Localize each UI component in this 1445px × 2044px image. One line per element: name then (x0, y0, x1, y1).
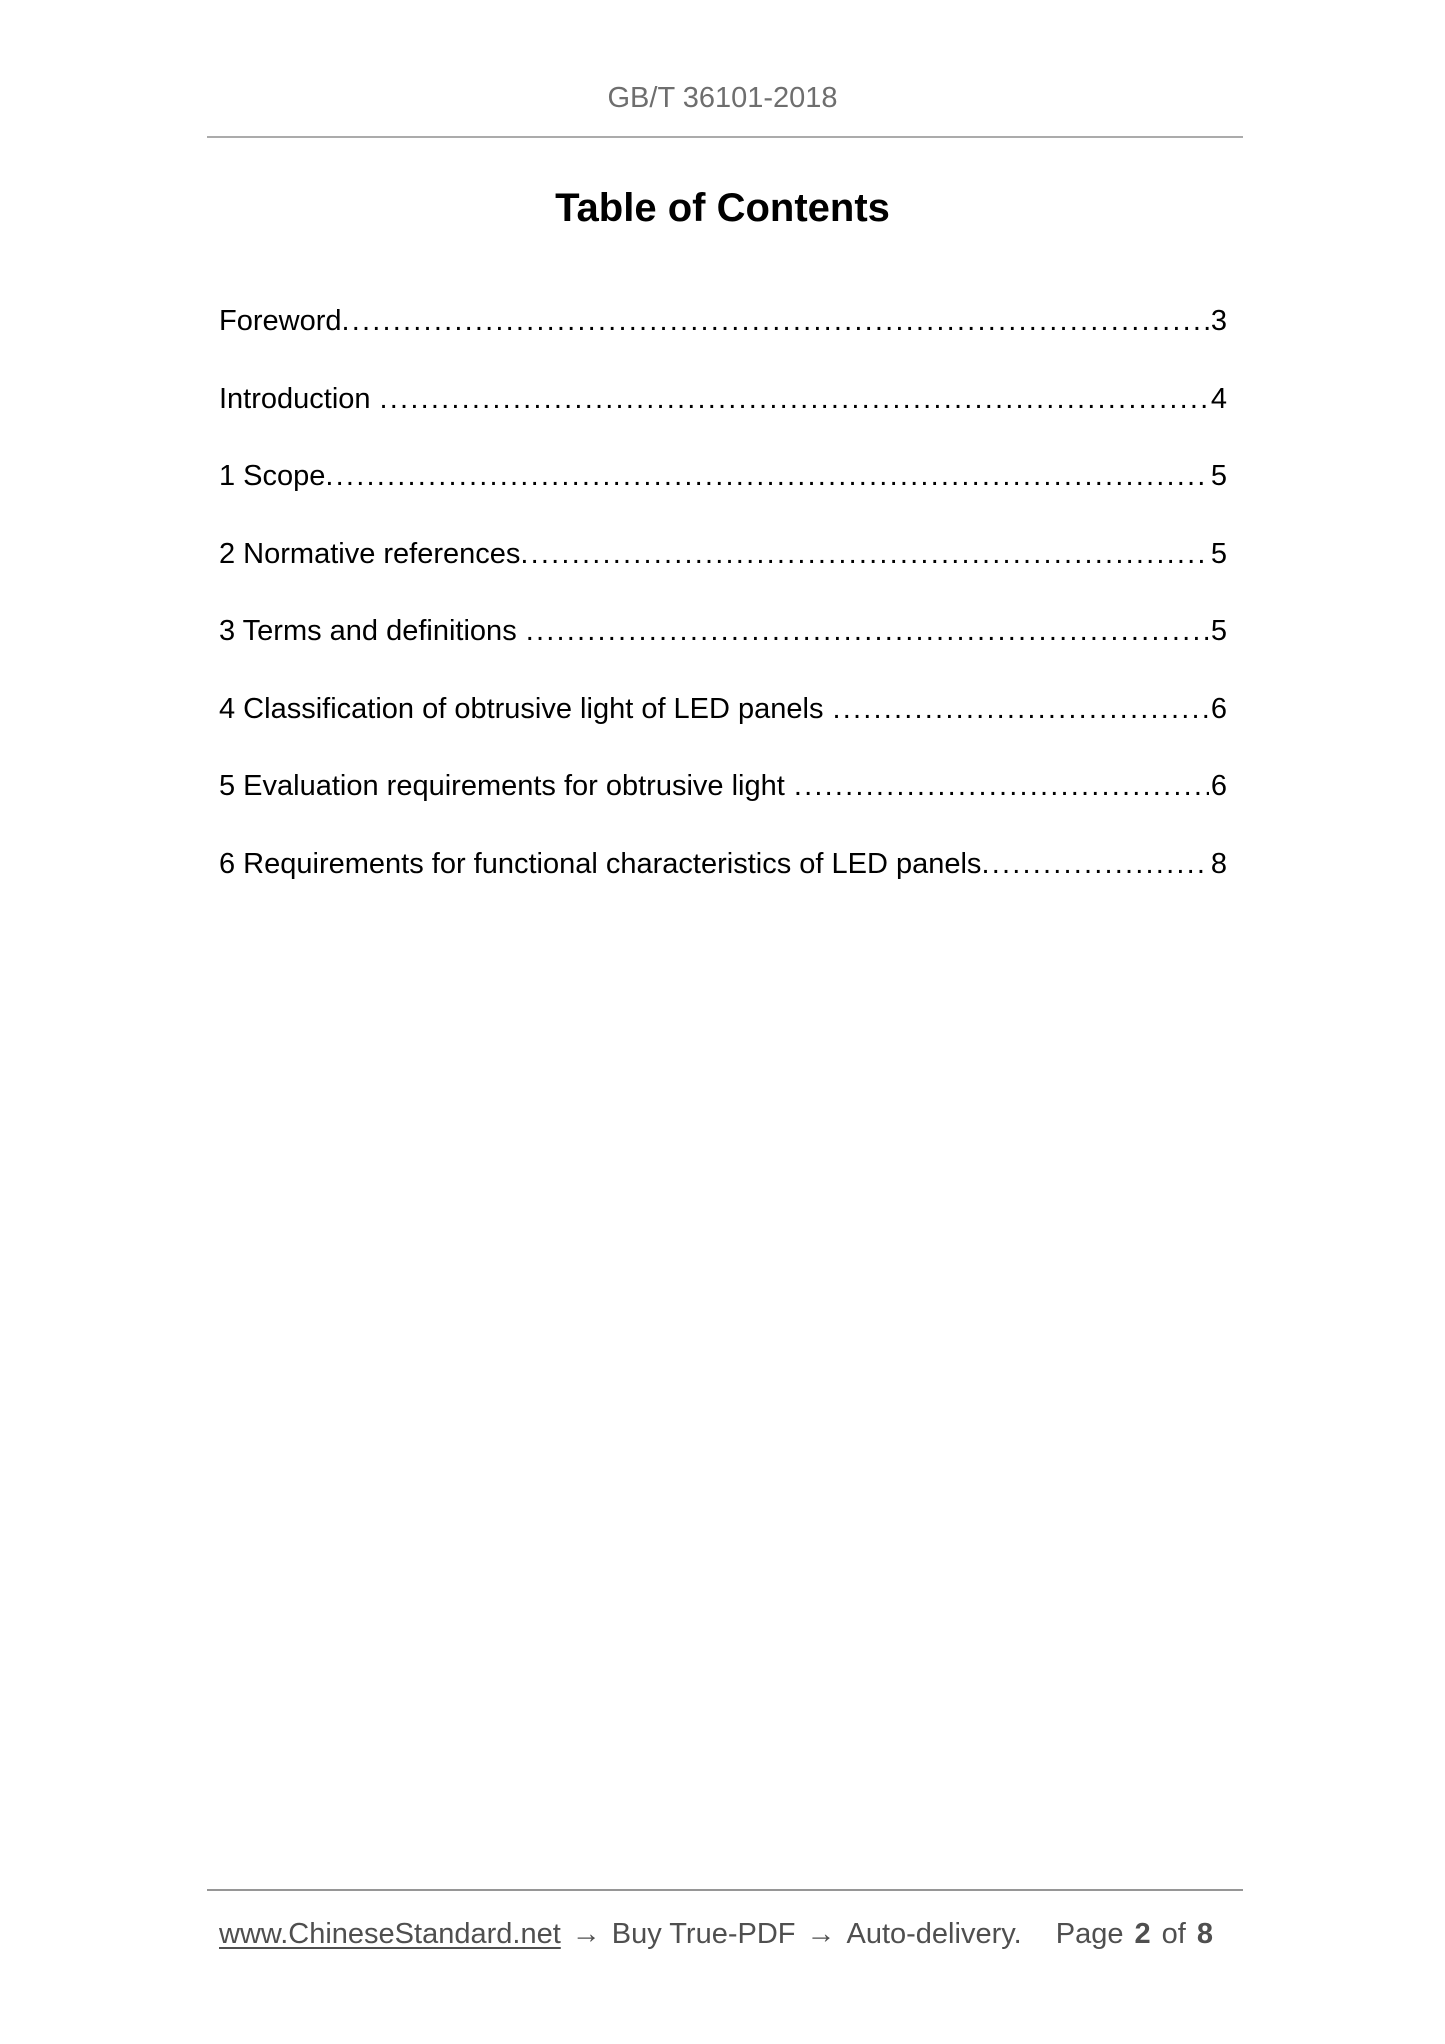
footer-delivery-text: Auto-delivery. (846, 1918, 1022, 1950)
page-indicator (1056, 1912, 1213, 1956)
toc-entry (219, 438, 1227, 516)
toc-entry-page: 5 (1210, 460, 1227, 492)
dot-leader (981, 826, 1208, 904)
toc-entry (219, 593, 1227, 671)
toc-entry-label: 3 Terms and definitions (219, 615, 517, 647)
footer-tagline (219, 1912, 1022, 1956)
toc-entry (219, 826, 1227, 904)
toc-list (219, 283, 1227, 903)
toc-entry-page: 8 (1210, 847, 1227, 880)
dot-leader (794, 748, 1209, 826)
dot-leader (325, 438, 1208, 516)
header-doc-number: GB/T 36101-2018 (607, 82, 838, 114)
page-current-number: 2 (1134, 1918, 1151, 1950)
toc-entry-label: Introduction (219, 382, 371, 415)
right-arrow-icon: → (806, 1918, 836, 1950)
header-divider (207, 136, 1243, 138)
page-indicator-of-label: of (1161, 1918, 1186, 1950)
toc-entry-label: 1 Scope (219, 460, 326, 492)
toc-entry (219, 516, 1227, 594)
footer-divider (207, 1889, 1243, 1891)
toc-entry (219, 361, 1227, 439)
toc-entry-label: 2 Normative references (219, 537, 521, 570)
dot-leader (342, 283, 1209, 361)
dot-leader (526, 593, 1209, 671)
toc-entry-label: 5 Evaluation requirements for obtrusive light (219, 770, 785, 802)
toc-entry-page: 5 (1210, 615, 1227, 647)
toc-entry (219, 748, 1227, 826)
toc-entry (219, 283, 1227, 361)
footer-buy-text: Buy True-PDF (611, 1918, 796, 1950)
toc-entry-label: 6 Requirements for functional characteristics of LED panels (219, 847, 982, 880)
toc-entry-page: 6 (1210, 692, 1227, 725)
page-indicator-label: Page (1055, 1918, 1124, 1950)
toc-entry-label: 4 Classification of obtrusive light of LED panels (219, 692, 824, 725)
dot-leader (520, 516, 1208, 594)
toc-entry-page: 3 (1210, 305, 1227, 337)
page-title: Table of Contents (555, 186, 890, 230)
toc-entry (219, 671, 1227, 749)
website-link[interactable]: www.ChineseStandard.net (219, 1918, 561, 1950)
footer (219, 1912, 1213, 1956)
toc-entry-page: 5 (1210, 537, 1227, 570)
toc-entry-page: 4 (1210, 382, 1227, 415)
toc-entry-label: Foreword (219, 305, 342, 337)
dot-leader (832, 671, 1208, 749)
toc-entry-page: 6 (1210, 770, 1227, 802)
page-total-number: 8 (1196, 1918, 1213, 1950)
dot-leader (380, 361, 1209, 439)
right-arrow-icon: → (571, 1918, 601, 1950)
